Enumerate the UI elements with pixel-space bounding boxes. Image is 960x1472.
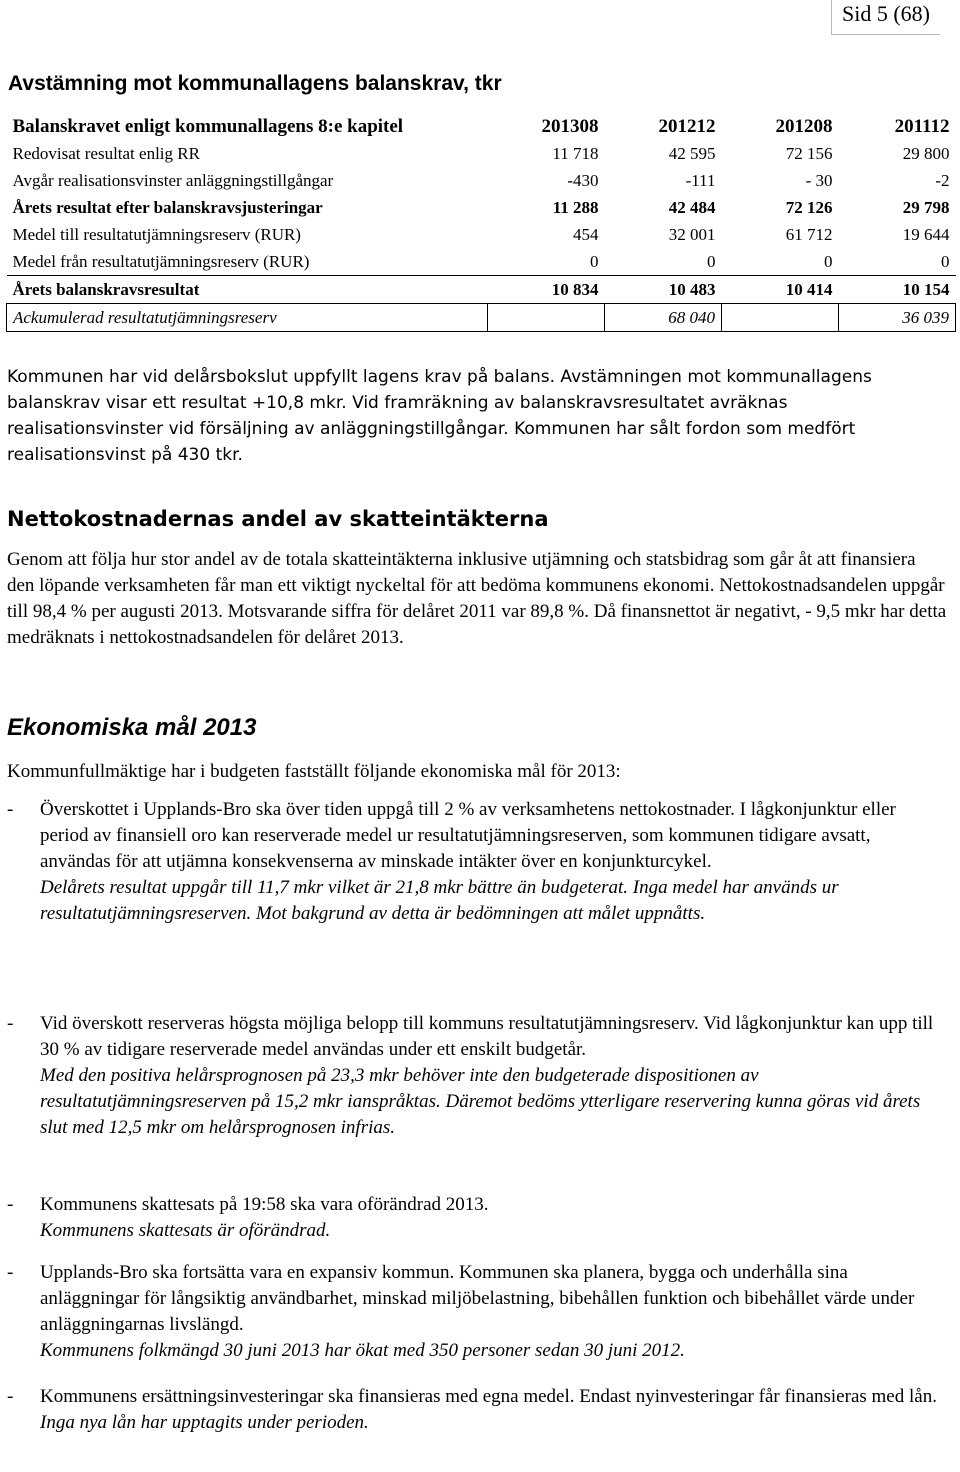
table-row-total xyxy=(7,276,956,304)
list-dash: - xyxy=(7,1386,14,1407)
goal-text: Kommunens ersättningsinvesteringar ska finansieras med egna medel. Endast nyinvesteringar får finansieras med lån. xyxy=(40,1386,937,1407)
row-value: 0 xyxy=(707,251,716,271)
list-item xyxy=(7,1260,942,1364)
table-row xyxy=(7,140,956,167)
balance-table xyxy=(6,113,956,332)
list-item xyxy=(7,1011,942,1141)
row-value: 36 039 xyxy=(839,304,956,332)
row-value: 42 595 xyxy=(668,143,716,163)
row-value xyxy=(722,304,839,332)
table-row-accumulated xyxy=(7,304,956,332)
row-value: 10 483 xyxy=(605,276,722,304)
row-label: Årets balanskravsresultat xyxy=(7,276,488,304)
row-value: 10 414 xyxy=(722,276,839,304)
row-value: -2 xyxy=(935,170,950,190)
row-value: 0 xyxy=(824,251,833,271)
table-header-year: 201112 xyxy=(894,115,950,137)
row-label: Avgår realisationsvinster anläggningstillgångar xyxy=(12,170,334,190)
row-value: 42 484 xyxy=(668,197,716,217)
economic-goals-intro: Kommunfullmäktige har i budgeten fastställt följande ekonomiska mål för 2013: xyxy=(7,761,621,782)
row-value: - 30 xyxy=(805,170,833,190)
row-value: 0 xyxy=(941,251,950,271)
list-item xyxy=(7,1192,942,1244)
table-header-label: Balanskravet enligt kommunallagens 8:e kapitel xyxy=(12,115,404,137)
row-value: 32 001 xyxy=(668,224,716,244)
section-title-net-costs: Nettokostnadernas andel av skatteintäkterna xyxy=(7,507,549,531)
row-value: 19 644 xyxy=(902,224,950,244)
row-label: Medel från resultatutjämningsreserv (RUR) xyxy=(12,251,310,271)
goal-comment: Kommunens folkmängd 30 juni 2013 har ökat med 350 personer sedan 30 juni 2012. xyxy=(40,1340,685,1361)
page-number: Sid 5 (68) xyxy=(831,0,940,35)
row-value: 72 156 xyxy=(785,143,833,163)
row-value: -111 xyxy=(685,170,716,190)
row-value xyxy=(488,304,605,332)
section-title-balance: Avstämning mot kommunallagens balanskrav, tkr xyxy=(8,72,502,95)
row-label: Årets resultat efter balanskravsjusteringar xyxy=(12,197,323,217)
table-row xyxy=(7,194,956,221)
table-row xyxy=(7,221,956,248)
goal-text: Vid överskott reserveras högsta möjliga belopp till kommuns resultatutjämningsreserv. Vid lågkonjunktur kan upp till 30 % av tidigare reserverade medel användas under ett enskilt budgetår. xyxy=(40,1013,934,1060)
row-value: -430 xyxy=(567,170,599,190)
goal-comment: Inga nya lån har upptagits under perioden. xyxy=(40,1412,369,1433)
goal-text: Kommunens skattesats på 19:58 ska vara oförändrad 2013. xyxy=(40,1194,489,1215)
row-value: 61 712 xyxy=(785,224,833,244)
list-dash: - xyxy=(7,799,14,820)
table-header-row xyxy=(7,113,956,140)
table-header-year: 201212 xyxy=(658,115,716,137)
goal-comment: Med den positiva helårsprognosen på 23,3 mkr behöver inte den budgeterade dispositionen av resultatutjämningsreserven på 15,2 mkr ianspråktas. Däremot bedöms ytterligare reservering kunna göras vid årets slut med 12,5 mkr om helårsprognosen infrias. xyxy=(40,1065,921,1138)
row-label: Ackumulerad resultatutjämningsreserv xyxy=(7,304,488,332)
table-header-year: 201308 xyxy=(541,115,599,137)
table-row xyxy=(7,167,956,194)
table-row xyxy=(7,248,956,276)
balance-paragraph: Kommunen har vid delårsbokslut uppfyllt lagens krav på balans. Avstämningen mot kommunallagens balanskrav visar ett resultat +10,8 mkr. Vid framräkning av balanskravsresultatet avräknas realisationsvinster vid försäljning av anläggningstillgångar. Kommunen har sålt fordon som medfört realisationsvinst på 430 tkr. xyxy=(7,367,872,465)
row-value: 29 800 xyxy=(902,143,950,163)
row-value: 68 040 xyxy=(605,304,722,332)
table-header-year: 201208 xyxy=(775,115,833,137)
row-value: 29 798 xyxy=(902,197,950,217)
row-value: 11 718 xyxy=(552,143,599,163)
goal-text: Överskottet i Upplands-Bro ska över tiden uppgå till 2 % av verksamhetens nettokostnader. I lågkonjunktur eller period av finansiell oro kan reserverade medel ur resultatutjämningsreserven, som kommunen tidigare avsatt, användas för att utjämna konsekvenserna av minskade intäkter över en konjunkturcykel. xyxy=(40,799,896,872)
goal-text: Upplands-Bro ska fortsätta vara en expansiv kommun. Kommunen ska planera, bygga och underhålla sina anläggningar för långsiktig användbarhet, minskad miljöbelastning, bibehållen funktion och bibehållet värde under anläggningarnas livslängd. xyxy=(40,1262,915,1335)
list-dash: - xyxy=(7,1013,14,1034)
list-item xyxy=(7,1384,942,1436)
row-value: 72 126 xyxy=(785,197,833,217)
row-value: 10 834 xyxy=(488,276,605,304)
row-value: 0 xyxy=(590,251,599,271)
list-item xyxy=(7,797,942,927)
section-title-economic-goals: Ekonomiska mål 2013 xyxy=(7,714,257,741)
row-label: Redovisat resultat enlig RR xyxy=(12,143,200,163)
row-value: 454 xyxy=(573,224,599,244)
goal-comment: Delårets resultat uppgår till 11,7 mkr vilket är 21,8 mkr bättre än budgeterat. Inga medel har används ur resultatutjämningsreserven. Mot bakgrund av detta är bedömningen att målet uppnåtts. xyxy=(40,877,839,924)
net-costs-paragraph: Genom att följa hur stor andel av de totala skatteintäkterna inklusive utjämning och statsbidrag som går åt att finansiera den löpande verksamheten får man ett viktigt nyckeltal för att bedöma kommunens ekonomi. Nettokostnadsandelen uppgår till 98,4 % per augusti 2013. Motsvarande siffra för delåret 2011 var 89,8 %. Då finansnettot är negativt, - 9,5 mkr har detta medräknats i nettokostnadsandelen för delåret 2013. xyxy=(7,549,947,648)
row-value: 10 154 xyxy=(839,276,956,304)
row-label: Medel till resultatutjämningsreserv (RUR) xyxy=(12,224,301,244)
row-value: 11 288 xyxy=(552,197,599,217)
goal-comment: Kommunens skattesats är oförändrad. xyxy=(40,1220,331,1241)
list-dash: - xyxy=(7,1262,14,1283)
list-dash: - xyxy=(7,1194,14,1215)
